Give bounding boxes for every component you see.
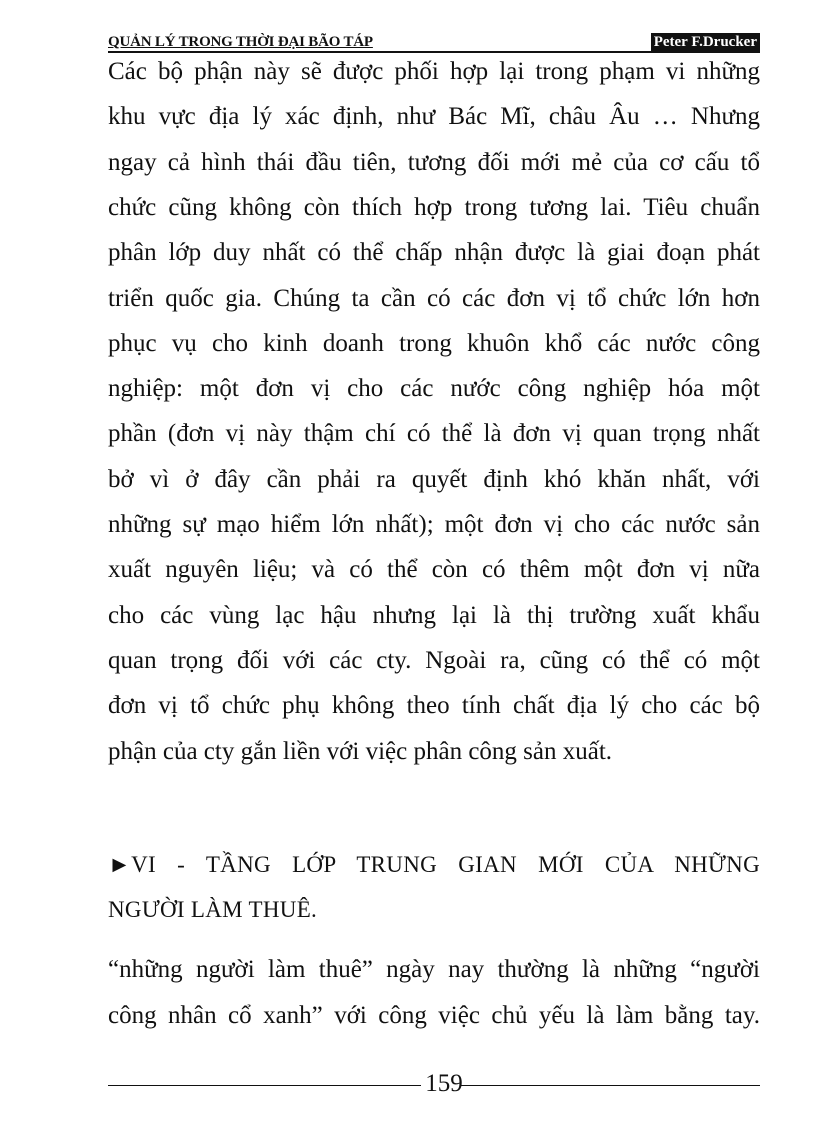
paragraph-1-line: khu vực địa lý xác định, như Bác Mĩ, châu Âu … Nhưng <box>108 103 760 131</box>
paragraph-1-line: phục vụ cho kinh doanh trong khuôn khổ các nước công <box>108 329 760 357</box>
book-title: QUẢN LÝ TRONG THỜI ĐẠI BÃO TÁP <box>108 34 373 50</box>
paragraph-1-line: phận của cty gắn liền với việc phân công sản xuất. <box>108 737 613 765</box>
running-header <box>108 32 760 53</box>
paragraph-1-line: nghiệp: một đơn vị cho các nước công nghiệp hóa một <box>108 375 760 403</box>
footer-rule-right <box>460 1085 760 1086</box>
paragraph-2-line: “những người làm thuê” ngày nay thường là những “người <box>108 956 760 983</box>
paragraph-1-line: triển quốc gia. Chúng ta cần có các đơn vị tổ chức lớn hơn <box>108 284 760 312</box>
section-heading-line-1 <box>108 850 760 880</box>
footer-rule-left <box>108 1085 421 1086</box>
paragraph-1-line: Các bộ phận này sẽ được phối hợp lại trong phạm vi những <box>108 58 760 85</box>
paragraph-1-line: những sự mạo hiểm lớn nhất); một đơn vị cho các nước sản <box>108 511 760 538</box>
paragraph-1-line: quan trọng đối với các cty. Ngoài ra, cũng có thể có một <box>108 646 760 674</box>
paragraph-1-line: phân lớp duy nhất có thể chấp nhận được là giai đoạn phát <box>108 239 760 267</box>
page-footer <box>108 1070 760 1098</box>
paragraph-1-line: xuất nguyên liệu; và có thể còn có thêm một đơn vị nữa <box>108 556 760 584</box>
paragraph-1-line: đơn vị tổ chức phụ không theo tính chất địa lý cho các bộ <box>108 692 760 720</box>
triangle-marker-icon: ► <box>108 852 132 877</box>
paragraph-1-line: cho các vùng lạc hậu nhưng lại là thị trường xuất khẩu <box>108 601 760 629</box>
paragraph-1-line: bở vì ở đây cần phải ra quyết định khó khăn nhất, với <box>108 465 760 493</box>
section-heading-text: VI - TẦNG LỚP TRUNG GIAN MỚI CỦA NHỮNG <box>131 852 760 877</box>
paragraph-2-line: công nhân cổ xanh” với công việc chủ yếu là làm bằng tay. <box>108 1002 760 1029</box>
page-number: 159 <box>425 1070 463 1097</box>
paragraph-1-line: chức cũng không còn thích hợp trong tương lai. Tiêu chuẩn <box>108 193 760 221</box>
section-heading-line-2: NGƯỜI LÀM THUÊ. <box>108 897 318 922</box>
paragraph-1-line: phần (đơn vị này thậm chí có thể là đơn vị quan trọng nhất <box>108 420 760 448</box>
paragraph-1-line: ngay cả hình thái đầu tiên, tương đối mới mẻ của cơ cấu tổ <box>108 148 760 176</box>
author-label: Peter F.Drucker <box>651 33 760 51</box>
